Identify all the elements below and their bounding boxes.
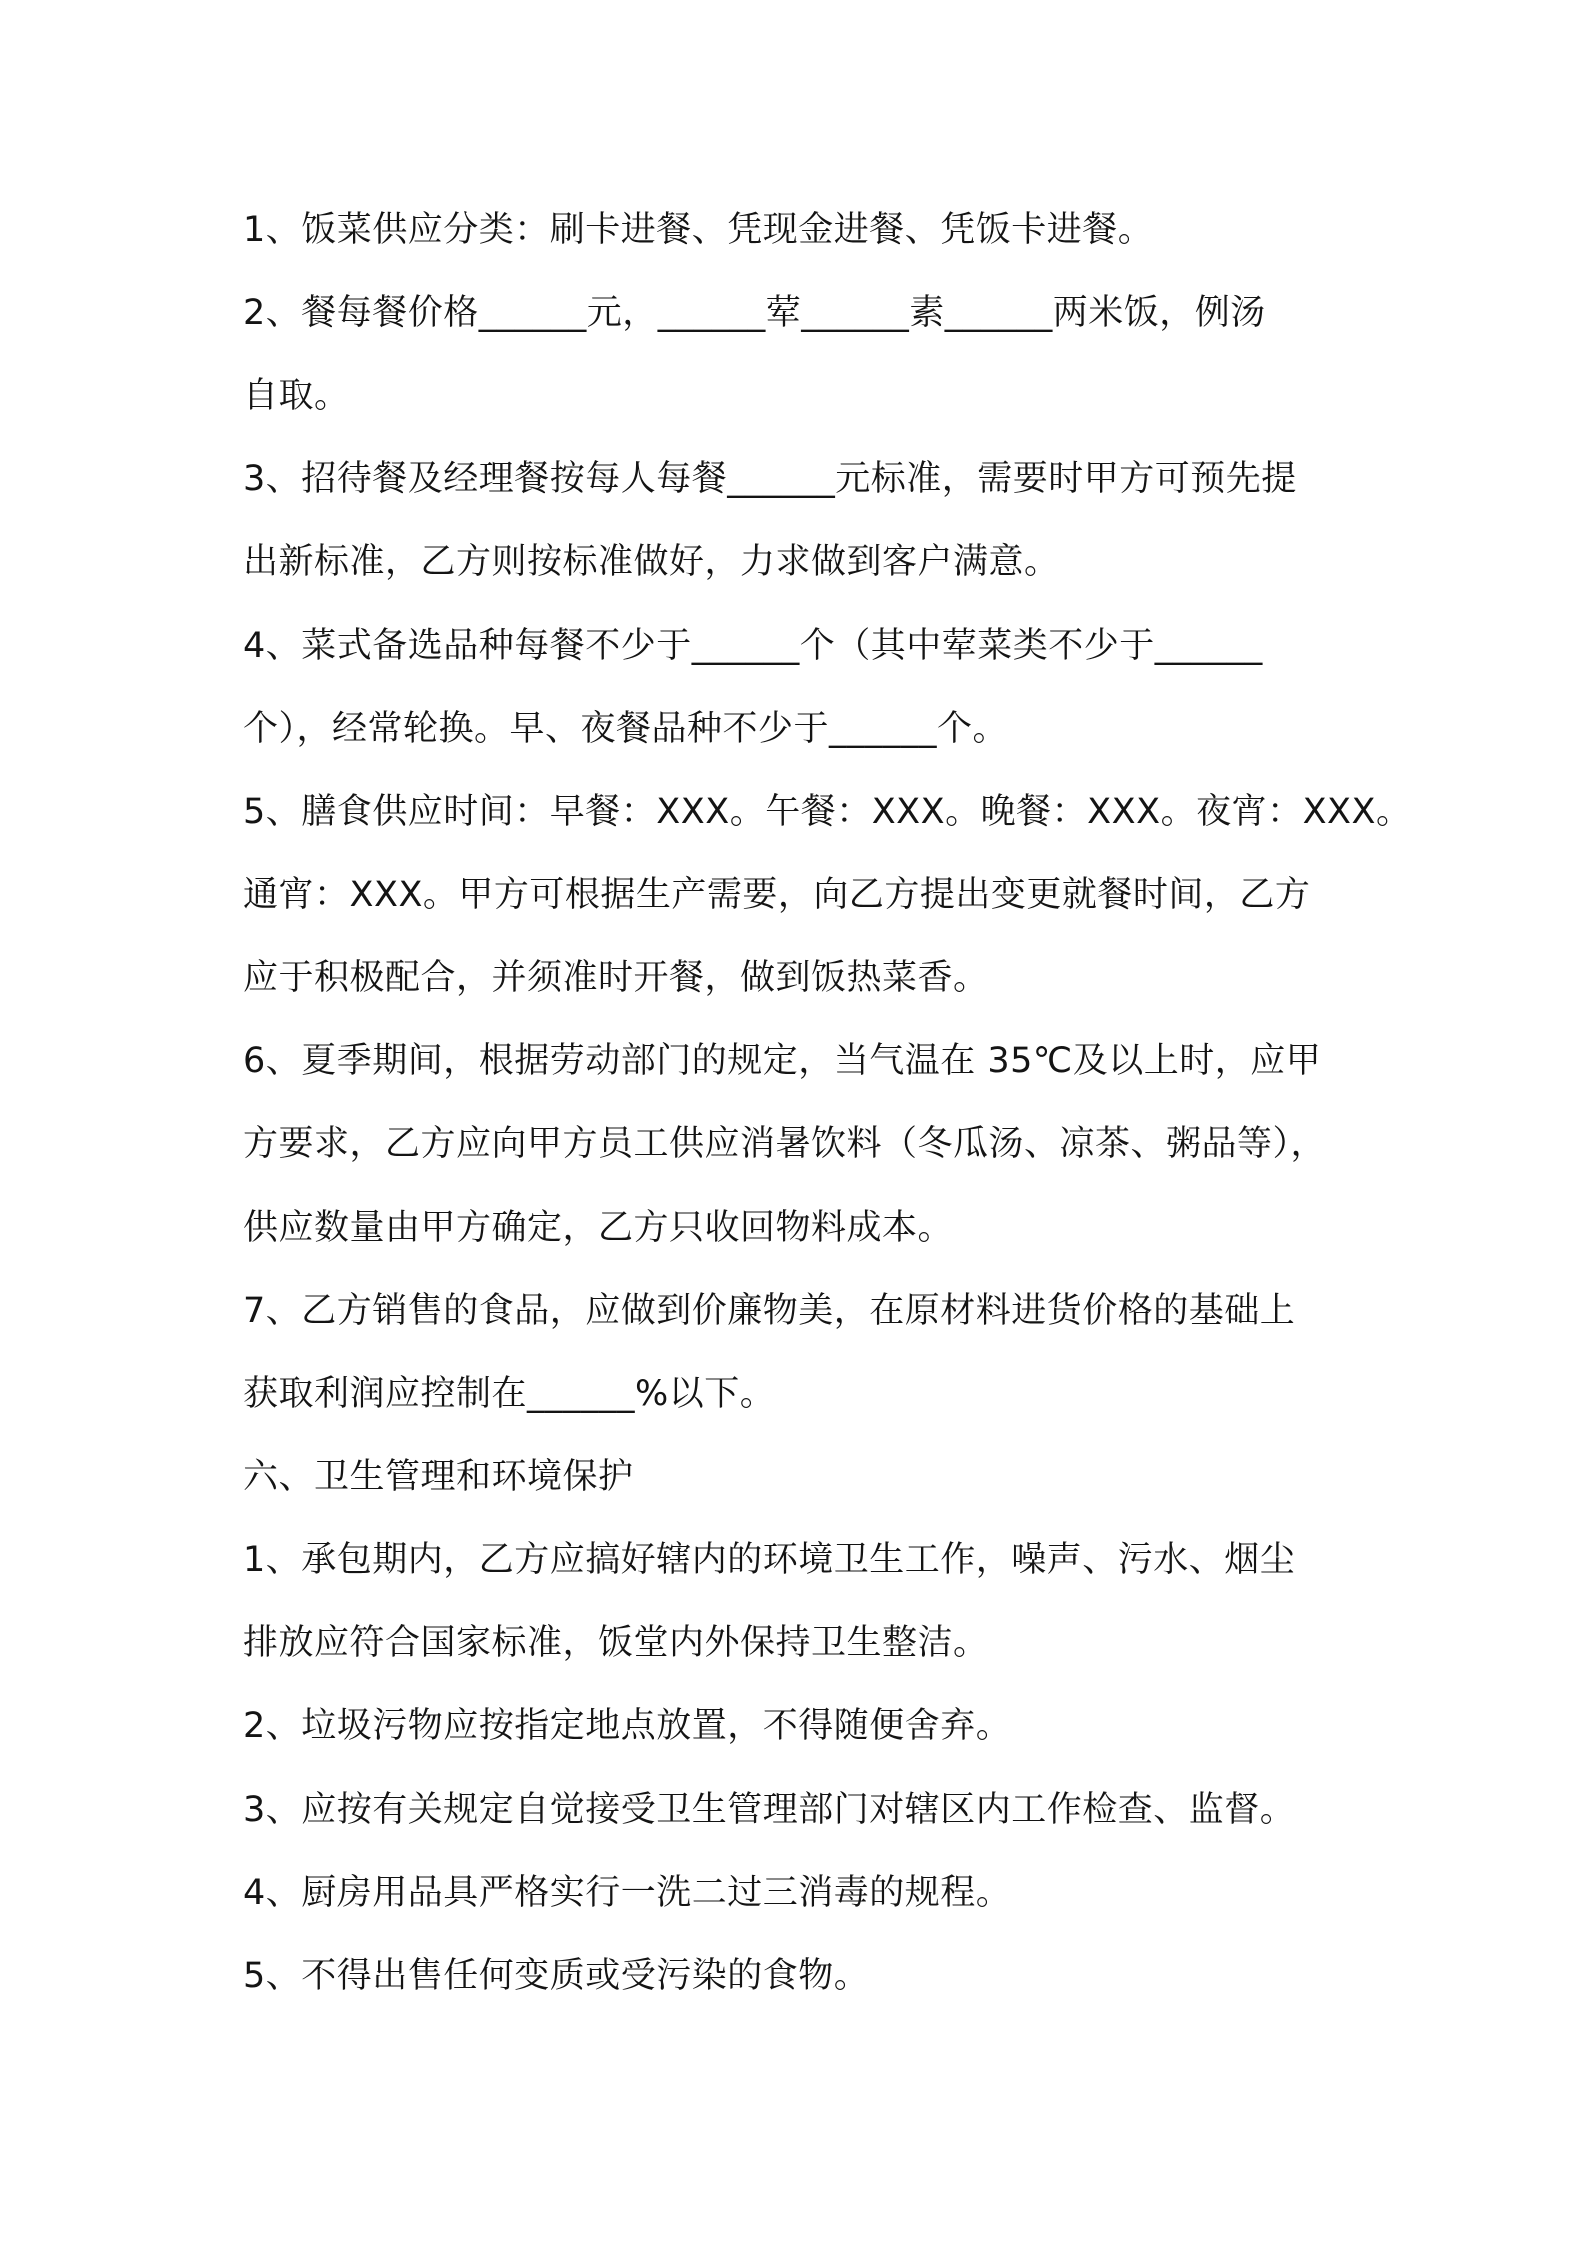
- text-line: 排放应符合国家标准，饭堂内外保持卫生整洁。: [243, 1623, 989, 1663]
- text-line: 5、不得出售任何变质或受污染的食物。: [243, 1956, 870, 1996]
- text-line: 1、承包期内，乙方应搞好辖内的环境卫生工作，噪声、污水、烟尘: [243, 1540, 1296, 1580]
- text-line: 自取。: [243, 376, 350, 416]
- text-line: 2、垃圾污物应按指定地点放置，不得随便舍弃。: [243, 1706, 1012, 1746]
- text-line: 4、菜式备选品种每餐不少于______个（其中荤菜类不少于______: [243, 626, 1263, 666]
- text-line: 6、夏季期间，根据劳动部门的规定，当气温在 35℃及以上时，应甲: [243, 1041, 1322, 1081]
- text-line: 1、饭菜供应分类：刷卡进餐、凭现金进餐、凭饭卡进餐。: [243, 210, 1154, 250]
- text-line: 方要求，乙方应向甲方员工供应消暑饮料（冬瓜汤、凉茶、粥品等），: [243, 1124, 1327, 1164]
- text-line: 4、厨房用品具严格实行一洗二过三消毒的规程。: [243, 1873, 1012, 1913]
- text-line: 7、乙方销售的食品，应做到价廉物美，在原材料进货价格的基础上: [243, 1291, 1296, 1331]
- text-line: 5、膳食供应时间：早餐：XXX。午餐：XXX。晚餐：XXX。夜宵：XXX。: [243, 792, 1412, 832]
- text-line: 3、应按有关规定自觉接受卫生管理部门对辖区内工作检查、监督。: [243, 1790, 1296, 1830]
- text-line: 获取利润应控制在______%以下。: [243, 1374, 776, 1414]
- section-heading: 六、卫生管理和环境保护: [243, 1457, 634, 1497]
- text-line: 出新标准，乙方则按标准做好，力求做到客户满意。: [243, 542, 1060, 582]
- text-line: 应于积极配合，并须准时开餐，做到饭热菜香。: [243, 958, 989, 998]
- text-line: 2、餐每餐价格______元，______荤______素______两米饭，例汤: [243, 293, 1266, 333]
- text-line: 供应数量由甲方确定，乙方只收回物料成本。: [243, 1208, 954, 1248]
- text-line: 通宵：XXX。甲方可根据生产需要，向乙方提出变更就餐时间，乙方: [243, 875, 1311, 915]
- text-line: 3、招待餐及经理餐按每人每餐______元标准，需要时甲方可预先提: [243, 459, 1297, 499]
- text-line: 个），经常轮换。早、夜餐品种不少于______个。: [243, 709, 1009, 749]
